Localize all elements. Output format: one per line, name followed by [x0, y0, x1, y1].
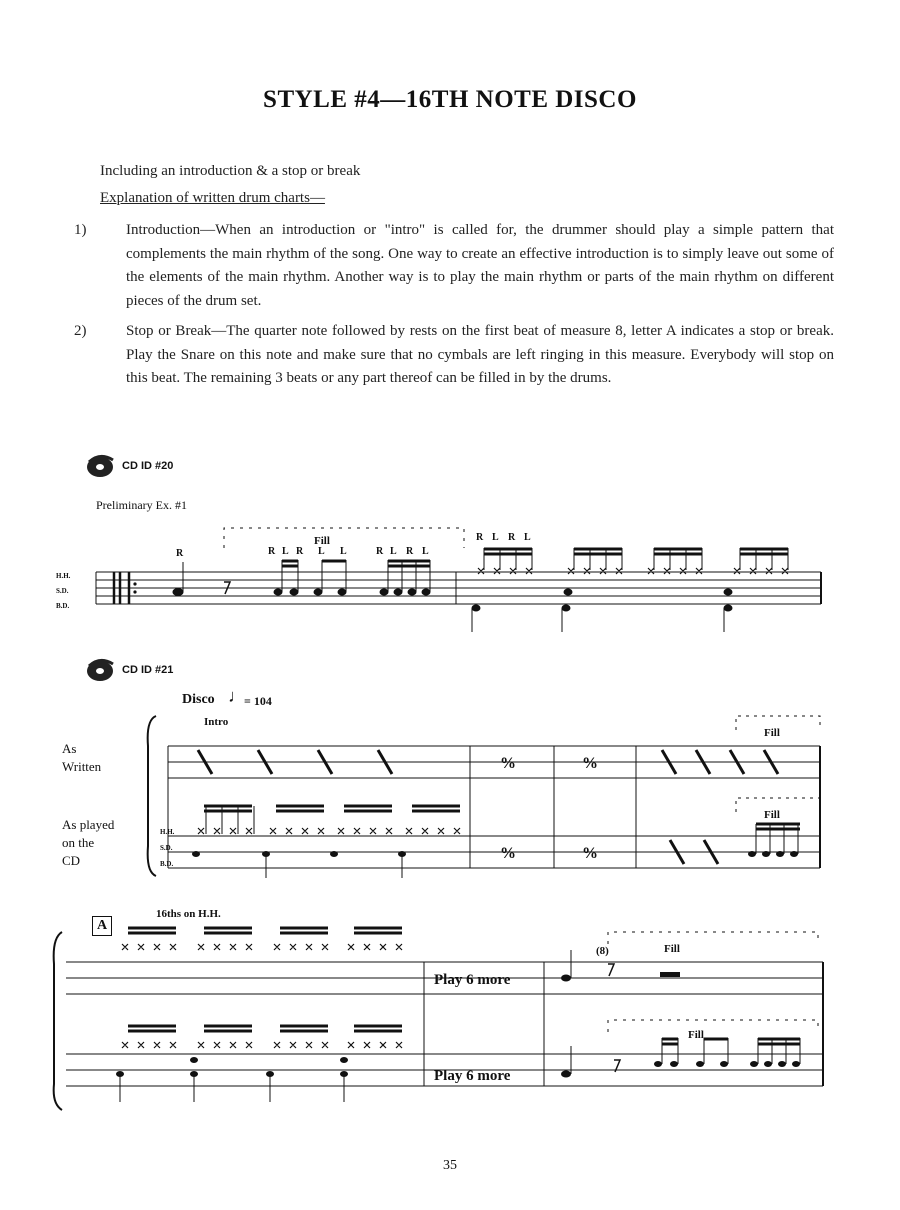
svg-text:%: %	[582, 755, 598, 772]
svg-text:R: R	[476, 532, 484, 543]
item-number: 1)	[74, 222, 87, 238]
svg-text:R: R	[508, 532, 516, 543]
sticking-r: R	[176, 548, 184, 559]
sd-label: S.D.	[56, 587, 69, 595]
rehearsal-mark: A	[92, 916, 112, 936]
play-more-2: Play 6 more	[434, 1068, 511, 1084]
bd-label: B.D.	[56, 602, 70, 610]
fill-label: Fill	[314, 535, 330, 547]
preliminary-caption: Preliminary Ex. #1	[96, 498, 187, 512]
item-text: Stop or Break—The quarter note followed by rests on the first beat of measure 8, letter A indicates a stop or break. Play the Snare on this note and make sure that no cymbals are left ringing in this measure. Everybody will stop on this beat. The remaining 3 beats or any part thereof can be filled in by the drums.	[126, 323, 834, 386]
as-played-line: CD	[62, 853, 81, 868]
explanation-item-2	[74, 320, 834, 391]
fill-label: Fill	[764, 727, 780, 739]
as-written-line: Written	[62, 759, 102, 774]
fill-label-2: Fill	[764, 809, 780, 821]
svg-text:%: %	[500, 845, 516, 862]
svg-text:R: R	[268, 546, 276, 557]
example3-staff	[48, 924, 838, 1114]
explanation-item-1	[74, 219, 834, 313]
cd-id-21: CD ID #21	[122, 664, 174, 676]
hh-label: H.H.	[160, 828, 175, 836]
example2-staff	[140, 706, 840, 886]
explanation-heading: Explanation of written drum charts—	[100, 190, 325, 206]
intro-label: Intro	[204, 716, 229, 728]
cd-icon	[86, 452, 116, 478]
item-text: Introduction—When an introduction or "intro" is called for, the drummer should play a simple pattern that complements the main rhythm of the song. One way to create an effective introduction is to simply leave out some of the elements of the main rhythm. Another way is to play the main rhythm or parts of the main rhythm on different pieces of the drum set.	[126, 222, 834, 309]
svg-text:L: L	[282, 546, 289, 557]
item-number: 2)	[74, 323, 87, 339]
svg-text:L: L	[340, 546, 347, 557]
cd-id-20: CD ID #20	[122, 460, 174, 472]
svg-text:L: L	[390, 546, 397, 557]
svg-text:L: L	[524, 532, 531, 543]
svg-text:L: L	[318, 546, 325, 557]
play-more-1: Play 6 more	[434, 972, 511, 988]
example1-staff	[56, 520, 836, 640]
as-played-line: As played	[62, 817, 115, 832]
as-written-label	[62, 740, 101, 776]
as-played-label	[62, 816, 114, 870]
hh-16ths-label: 16ths on H.H.	[156, 908, 221, 920]
cd-icon	[86, 656, 116, 682]
quarter-note-icon: ♩	[228, 686, 246, 706]
fill-label: Fill	[664, 943, 680, 955]
hh-label: H.H.	[56, 572, 71, 580]
bd-label: B.D.	[160, 860, 174, 868]
as-played-line: on the	[62, 835, 95, 850]
as-written-line: As	[62, 741, 77, 756]
fill-label-2: Fill	[688, 1029, 704, 1041]
sd-label: S.D.	[160, 844, 173, 852]
tempo-value: = 104	[244, 694, 272, 708]
svg-text:R: R	[406, 546, 414, 557]
svg-text:R: R	[296, 546, 304, 557]
intro-line: Including an introduction & a stop or break	[100, 163, 361, 179]
svg-text:L: L	[492, 532, 499, 543]
fill-count: (8)	[596, 945, 609, 957]
svg-text:L: L	[422, 546, 429, 557]
svg-text:%: %	[500, 755, 516, 772]
tempo-word: Disco	[182, 692, 215, 707]
page-number: 35	[443, 1158, 457, 1173]
svg-text:%: %	[582, 845, 598, 862]
svg-text:R: R	[376, 546, 384, 557]
page-title: STYLE #4—16TH NOTE DISCO	[263, 86, 637, 113]
